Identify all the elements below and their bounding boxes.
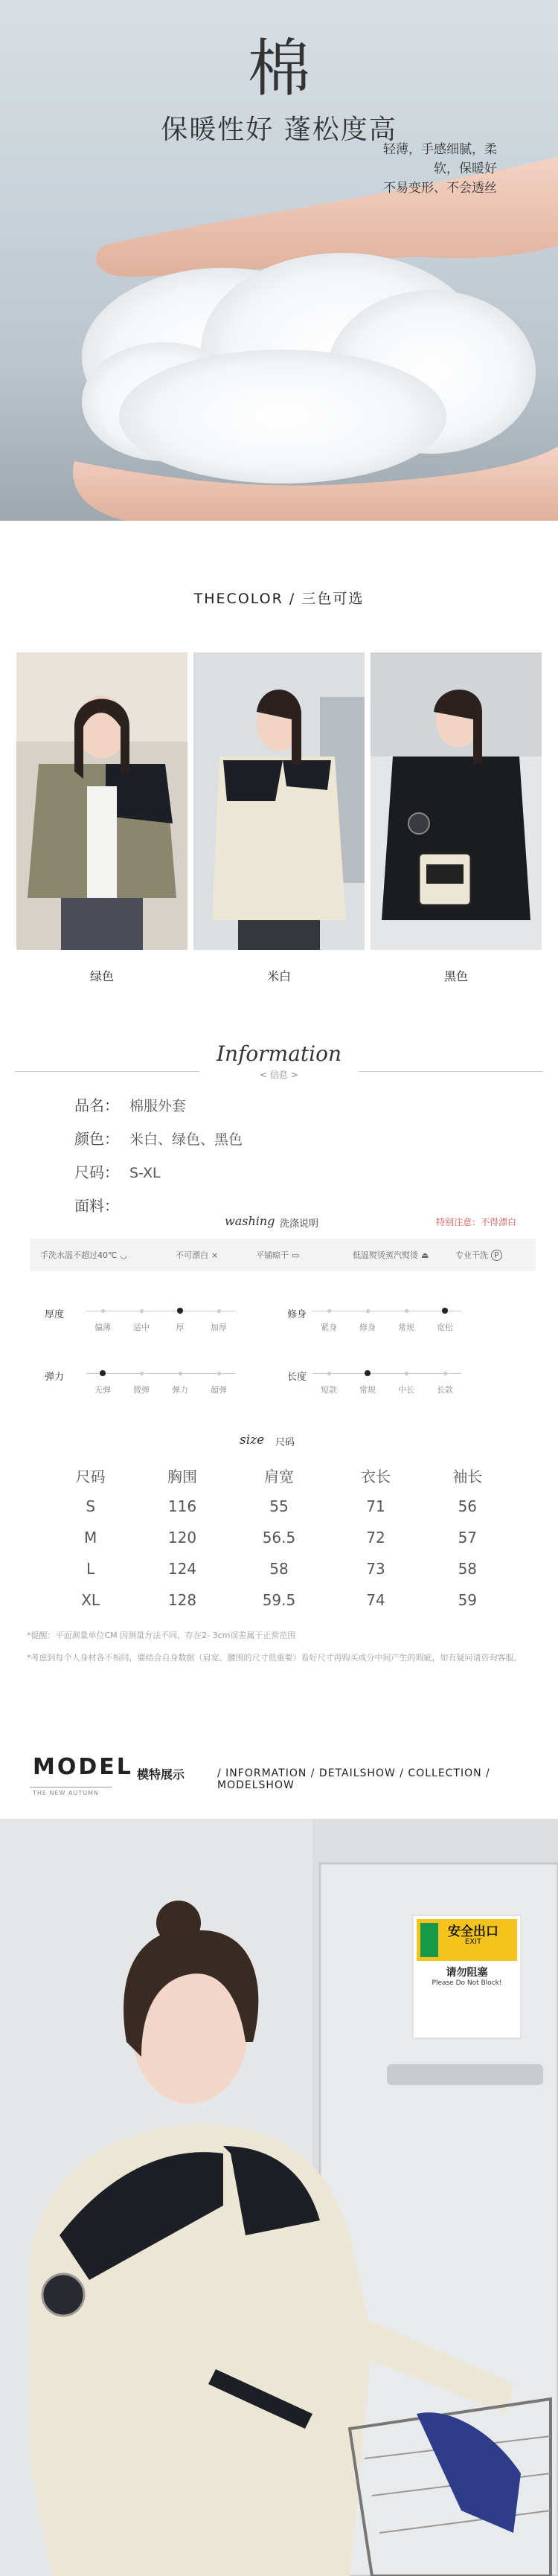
scale-selected-dot	[365, 1370, 371, 1376]
prop-key: 尺码：	[74, 1163, 119, 1181]
scale-dot	[179, 1372, 182, 1375]
scale-label-length: 长度	[287, 1372, 307, 1383]
scale-dot	[327, 1309, 331, 1313]
scale-tick-label: 修身	[359, 1323, 376, 1332]
table-cell: 57	[458, 1529, 478, 1546]
scale-dot	[405, 1372, 408, 1375]
scale-selected-dot	[177, 1308, 183, 1314]
table-cell: XL	[81, 1591, 100, 1609]
wash-item-label: 不可漂白	[176, 1250, 208, 1260]
size-note-2: *考虑到每个人身材各不相同，要结合自身数据（肩宽、腰围的尺寸很重要）看好尺寸再购买或分中间产生的瑕疵，如有疑问请咨询客服。	[27, 1653, 522, 1663]
wash-item-flatdry	[256, 1249, 299, 1261]
scale-tick-label: 中长	[398, 1385, 414, 1395]
table-header: 肩宽	[263, 1467, 294, 1485]
handwash-icon: ◡	[120, 1250, 127, 1260]
color-label-black: 黑色	[443, 969, 468, 983]
model-title-underline	[30, 1787, 112, 1788]
color-photo-white	[193, 652, 365, 950]
table-cell: 58	[458, 1560, 478, 1578]
wash-item-iron	[353, 1249, 429, 1261]
model-title: MODEL	[33, 1754, 133, 1780]
dry-clean-icon: P	[491, 1250, 502, 1261]
hero-title: 棉	[247, 32, 310, 105]
wash-item-label: 平铺晾干	[256, 1250, 289, 1260]
hero-subtitle: 保暖性好 蓬松度高	[161, 115, 397, 145]
table-header: 袖长	[452, 1467, 483, 1485]
size-heading-cn: 尺码	[275, 1437, 295, 1448]
scale-label-elasticity: 弹力	[45, 1372, 65, 1383]
scale-selected-dot	[100, 1370, 106, 1376]
color-label-white: 米白	[266, 969, 291, 983]
prop-name	[74, 1093, 186, 1115]
scale-label-fit: 修身	[287, 1309, 307, 1320]
table-cell: 124	[167, 1560, 197, 1578]
table-cell: 73	[366, 1560, 385, 1578]
table-row	[45, 1584, 513, 1616]
scale-tick-label: 无弹	[94, 1385, 111, 1395]
scale-dot	[140, 1372, 144, 1375]
washing-heading-en: washing	[225, 1214, 275, 1228]
wash-item-label: 专业干洗	[455, 1250, 488, 1260]
scale-dot	[101, 1309, 105, 1313]
scale-tick-label: 超弹	[211, 1385, 227, 1395]
scale-dot	[217, 1309, 221, 1313]
prop-color	[74, 1127, 243, 1149]
prop-value: 米白、绿色、黑色	[129, 1131, 243, 1148]
wash-item-dryclean	[455, 1249, 502, 1261]
exit-sign-cn: 安全出口	[448, 1924, 498, 1939]
size-note-1: *提醒：平面测量单位CM 因测量方法不同，存在2- 3cm误差属于正常范围	[27, 1631, 296, 1640]
table-header: 衣长	[360, 1467, 391, 1485]
scale-tick-label: 常规	[359, 1385, 376, 1395]
size-table	[45, 1459, 513, 1616]
scale-tick-label: 弹力	[172, 1385, 188, 1395]
prop-value: 棉服外套	[129, 1098, 187, 1114]
scale-tick-label: 宽松	[437, 1323, 453, 1332]
scale-tick-label: 偏薄	[94, 1323, 111, 1332]
table-cell: 71	[366, 1497, 385, 1515]
hero-desc-line: 轻薄，手感细腻，柔软，保暖好	[383, 142, 497, 176]
scale-dot	[140, 1309, 144, 1313]
info-subheading: < 信息 >	[260, 1070, 298, 1080]
scale-selected-dot	[442, 1308, 448, 1314]
table-cell: 59	[458, 1591, 478, 1609]
flat-dry-icon: ▭	[292, 1250, 300, 1260]
scale-dot	[443, 1372, 447, 1375]
scale-label-thickness: 厚度	[45, 1309, 65, 1320]
table-cell: 56.5	[262, 1529, 296, 1546]
model-cn-title: 模特展示	[137, 1767, 185, 1782]
scale-dot	[366, 1309, 370, 1313]
wash-item-nobleach	[176, 1249, 218, 1261]
info-heading: Information	[216, 1041, 342, 1066]
no-bleach-icon: ⨯	[211, 1250, 219, 1260]
model-menu: / INFORMATION / DETAILSHOW / COLLECTION / MODELSHOW	[217, 1767, 490, 1791]
table-cell: S	[86, 1497, 96, 1515]
table-header: 尺码	[75, 1467, 106, 1485]
wash-item-label: 低温熨烫蒸汽熨烫	[353, 1250, 418, 1260]
washing-heading-cn: 洗涤说明	[280, 1218, 319, 1230]
table-cell: 74	[366, 1591, 385, 1609]
model-photo	[0, 1819, 558, 2576]
table-header: 胸围	[167, 1467, 197, 1485]
size-heading-en: size	[240, 1433, 265, 1448]
scale-line	[86, 1373, 235, 1374]
color-photo-green	[16, 652, 187, 950]
table-cell: M	[84, 1529, 97, 1546]
scale-tick-label: 紧身	[321, 1323, 337, 1332]
scale-tick-label: 常规	[398, 1323, 414, 1332]
scale-line	[312, 1373, 461, 1374]
prop-size	[74, 1160, 161, 1182]
table-cell: 72	[366, 1529, 385, 1546]
hero-description	[363, 140, 497, 198]
table-row	[45, 1491, 513, 1522]
color-section-title: THECOLOR / 三色可选	[193, 591, 365, 607]
table-cell: 120	[167, 1529, 197, 1546]
washing-note: 特别注意：不得漂白	[436, 1217, 517, 1227]
table-cell: 59.5	[262, 1591, 296, 1609]
scale-tick-label: 适中	[133, 1323, 150, 1332]
table-cell: 58	[269, 1560, 289, 1578]
scale-dot	[217, 1372, 221, 1375]
prop-key: 颜色：	[74, 1130, 119, 1148]
scale-dot	[405, 1309, 408, 1313]
hero-banner	[0, 0, 558, 521]
prop-key: 面料：	[74, 1197, 119, 1215]
exit-sign-warning-en: Please Do Not Block!	[432, 1979, 502, 1987]
scale-tick-label: 短款	[321, 1385, 337, 1395]
table-row	[45, 1522, 513, 1553]
scale-tick-label: 微弹	[133, 1385, 150, 1395]
wash-item-label: 手洗水温不超过40℃	[40, 1250, 118, 1260]
scale-tick-label: 加厚	[211, 1323, 227, 1332]
hero-desc-line: 不易变形、不会透丝	[383, 181, 497, 196]
scale-dot	[327, 1372, 331, 1375]
color-photo-black	[371, 652, 542, 950]
table-header-row	[45, 1459, 513, 1491]
table-cell: 128	[167, 1591, 197, 1609]
table-cell: L	[86, 1560, 95, 1578]
table-row	[45, 1553, 513, 1584]
iron-icon: ⏏	[421, 1250, 429, 1260]
scale-tick-label: 长款	[437, 1385, 453, 1395]
exit-sign-warning: 请勿阻塞	[446, 1967, 488, 1979]
table-cell: 56	[458, 1497, 478, 1515]
prop-fabric	[74, 1194, 129, 1215]
wash-item-handwash	[40, 1249, 127, 1261]
table-cell: 116	[167, 1497, 197, 1515]
model-subtitle: THE NEW AUTUMN	[33, 1790, 99, 1796]
prop-key: 品名：	[74, 1096, 119, 1114]
color-label-green: 绿色	[89, 969, 114, 983]
scale-tick-label: 厚	[176, 1323, 185, 1332]
prop-value: S-XL	[129, 1165, 161, 1181]
exit-sign-en: EXIT	[464, 1938, 482, 1946]
table-cell: 55	[269, 1497, 289, 1515]
